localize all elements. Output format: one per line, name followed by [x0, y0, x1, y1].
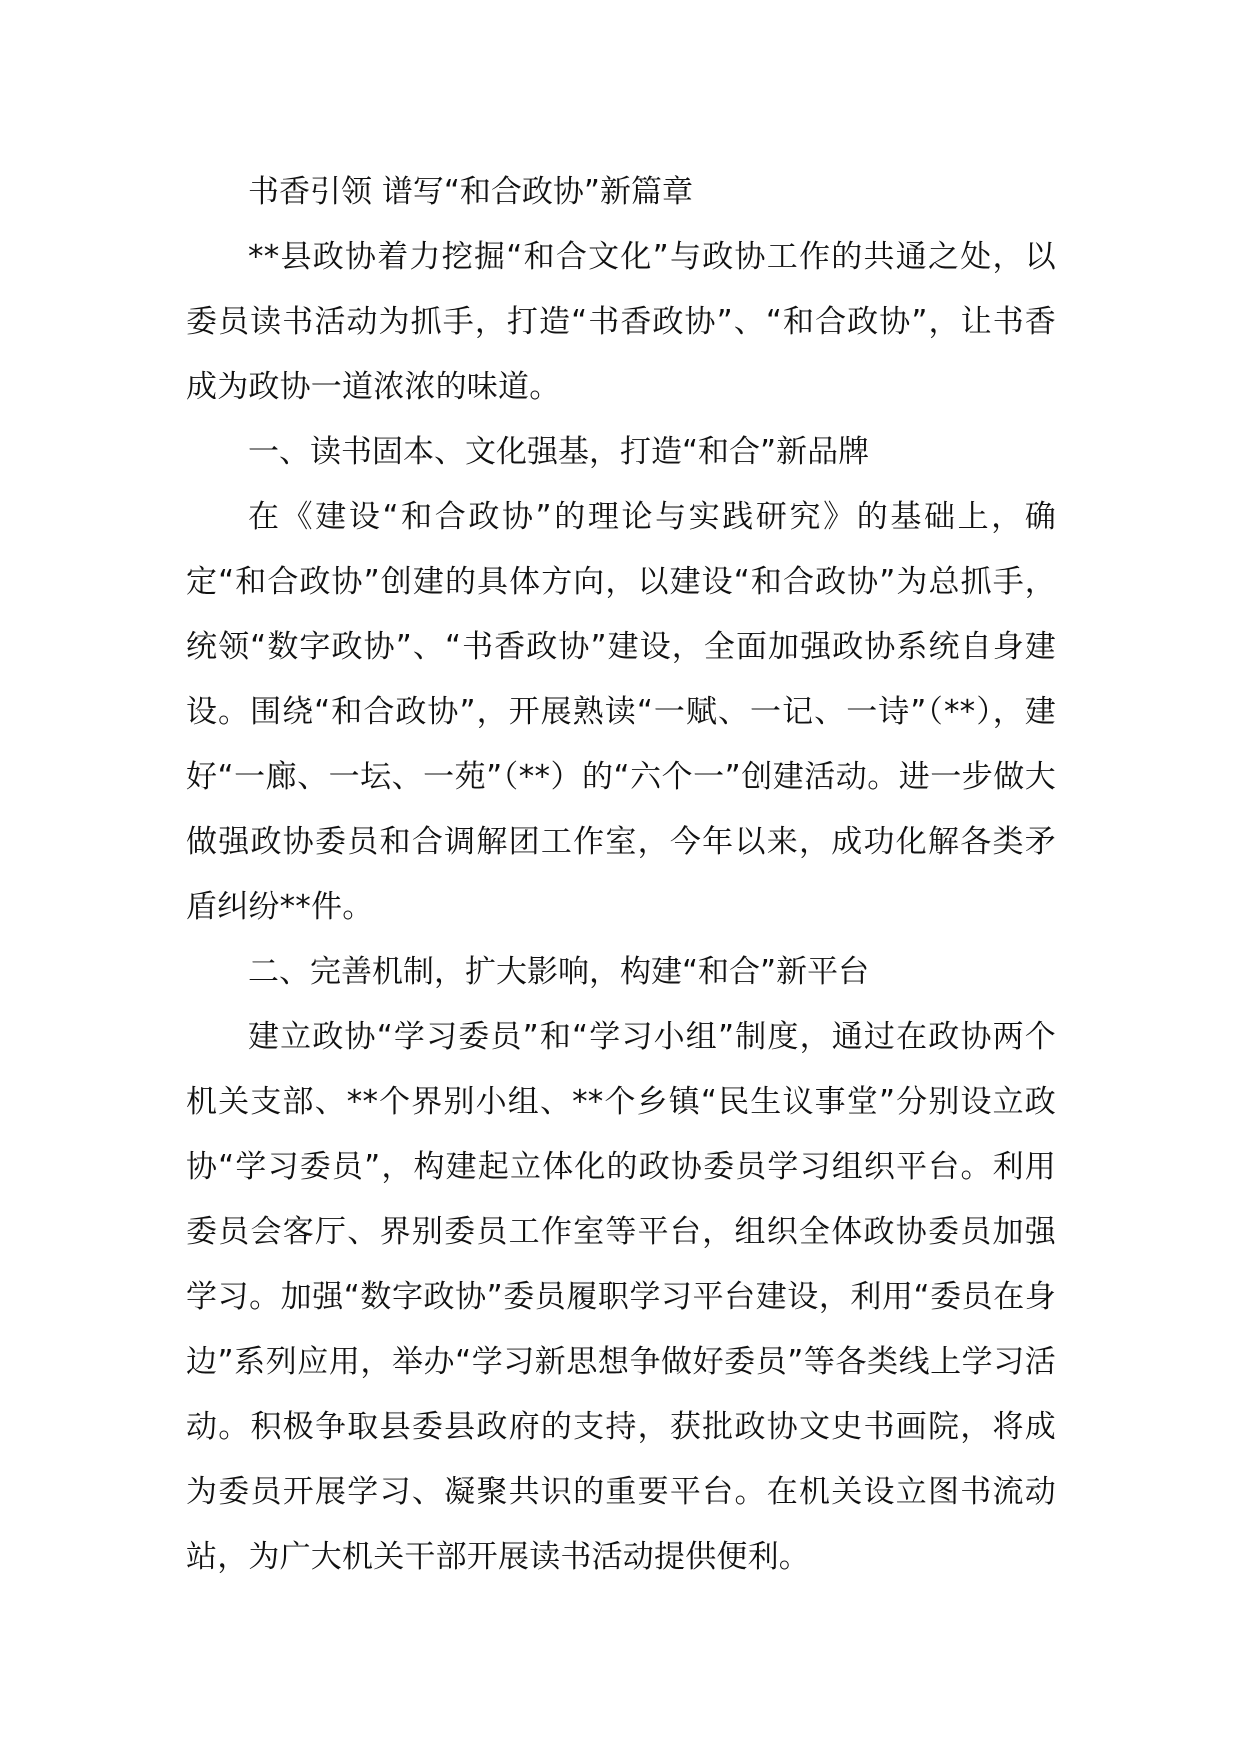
section-1-heading: 一、读书固本、文化强基，打造“和合”新品牌: [248, 434, 870, 470]
intro-paragraph: **县政协着力挖掘“和合文化”与政协工作的共通之处，以委员读书活动为抓手，打造“书香政协”、“和合政协”，让书香成为政协一道浓浓的味道。: [186, 239, 1056, 405]
section-1-paragraph: 在《建设“和合政协”的理论与实践研究》的基础上，确定“和合政协”创建的具体方向，以建设“和合政协”为总抓手，统领“数字政协”、“书香政协”建设，全面加强政协系统自身建设。围绕“和合政协”，开展熟读“一赋、一记、一诗”（**），建好“一廊、一坛、一苑”（**）的“六个一”创建活动。进一步做大做强政协委员和合调解团工作室，今年以来，成功化解各类矛盾纠纷**件。: [186, 499, 1056, 925]
document-title: 书香引领 谱写“和合政协”新篇章: [248, 174, 693, 210]
section-2-heading: 二、完善机制，扩大影响，构建“和合”新平台: [248, 954, 870, 990]
section-2-paragraph: 建立政协“学习委员”和“学习小组”制度，通过在政协两个机关支部、**个界别小组、**个乡镇“民生议事堂”分别设立政协“学习委员”，构建起立体化的政协委员学习组织平台。利用委员会客厅、界别委员工作室等平台，组织全体政协委员加强学习。加强“数字政协”委员履职学习平台建设，利用“委员在身边”系列应用，举办“学习新思想争做好委员”等各类线上学习活动。积极争取县委县政府的支持，获批政协文史书画院，将成为委员开展学习、凝聚共识的重要平台。在机关设立图书流动站，为广大机关干部开展读书活动提供便利。: [186, 1019, 1056, 1575]
document-body: [186, 160, 1056, 1590]
